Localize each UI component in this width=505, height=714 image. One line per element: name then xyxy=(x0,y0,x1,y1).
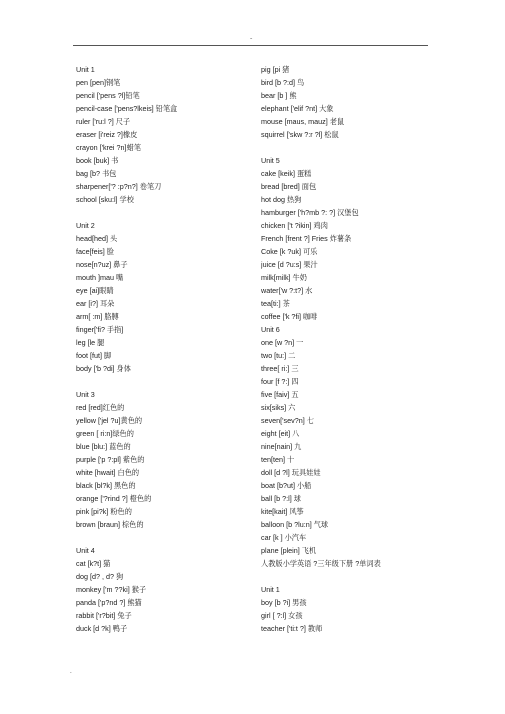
vocab-entry: mouth ]mau 嘴 xyxy=(76,273,124,282)
vocab-entry: leg [le 腿 xyxy=(76,338,105,347)
vocab-entry: rabbit ['r?bit] 兔子 xyxy=(76,611,132,620)
vocab-entry: juice [d ?u:s] 果汁 xyxy=(261,260,318,269)
vocab-entry: crayon ['krei ?n]蜡笔 xyxy=(76,143,141,152)
vocab-entry: eraser [i'reiz ?]橡皮 xyxy=(76,130,138,139)
vocab-entry: pencil-case ['pens?lkeis] 铅笔盒 xyxy=(76,104,178,113)
header-mark: - xyxy=(250,34,253,42)
vocab-entry: school [sku:l] 学校 xyxy=(76,195,134,204)
unit-heading: Unit 1 xyxy=(76,65,95,74)
vocab-entry: bear [b ] 熊 xyxy=(261,91,297,100)
line-spacer xyxy=(261,570,439,583)
vocab-entry: mouse [maus, mauz] 老鼠 xyxy=(261,117,345,126)
vocab-entry: six[siks] 六 xyxy=(261,403,296,412)
vocab-entry: arm[ :m] 胳膊 xyxy=(76,312,119,321)
vocab-entry: three[ ri:] 三 xyxy=(261,364,299,373)
vocab-entry: eye [ai]眼睛 xyxy=(76,286,114,295)
vocab-entry: orange ['?rind ?] 橙色的 xyxy=(76,494,152,503)
vocab-entry: five [faiv] 五 xyxy=(261,390,299,399)
vocab-entry: finger['fi? 手指] xyxy=(76,325,124,334)
line-spacer xyxy=(76,375,254,388)
vocab-entry: brown [braun] 棕色的 xyxy=(76,520,144,529)
vocab-entry: balloon [b ?lu:n] 气球 xyxy=(261,520,329,529)
vocab-entry: girl [ ?:l] 女孩 xyxy=(261,611,303,620)
vocab-entry: eight [eit] 八 xyxy=(261,429,300,438)
vocab-entry: book [buk] 书 xyxy=(76,156,119,165)
vocab-entry: tea[ti:] 茶 xyxy=(261,299,290,308)
vocab-entry: monkey ['m ??ki] 猴子 xyxy=(76,585,147,594)
vocab-entry: bag [b? 书包 xyxy=(76,169,117,178)
vocab-entry: ear [i?] 耳朵 xyxy=(76,299,115,308)
vocab-entry: seven['sev?n] 七 xyxy=(261,416,314,425)
vocab-entry: doll [d ?l] 玩具娃娃 xyxy=(261,468,321,477)
vocab-entry: sharpener['? :p?n?] 卷笔刀 xyxy=(76,182,162,191)
right-column xyxy=(261,63,439,635)
vocab-entry: ruler ['ru:l ?] 尺子 xyxy=(76,117,131,126)
unit-heading: Unit 1 xyxy=(261,585,280,594)
vocab-entry: hot dog 热狗 xyxy=(261,195,302,204)
line-spacer xyxy=(261,141,439,154)
vocab-entry: hamburger ['h?mb ?: ?] 汉堡包 xyxy=(261,208,359,217)
vocab-entry: one [w ?n] 一 xyxy=(261,338,304,347)
vocab-entry: ten[ten] 十 xyxy=(261,455,295,464)
vocab-entry: chicken ['t ?ikin] 鸡肉 xyxy=(261,221,328,230)
vocab-entry: teacher ['ti:t ?] 教师 xyxy=(261,624,323,633)
vocab-entry: pen [pen]钢笔 xyxy=(76,78,121,87)
vocab-entry: pig [pi 猪 xyxy=(261,65,290,74)
vocab-entry: purple ['p ?:pl] 紫色的 xyxy=(76,455,145,464)
vocab-entry: elephant ['elif ?nt] 大象 xyxy=(261,104,334,113)
vocab-entry: nose[n?uz] 鼻子 xyxy=(76,260,128,269)
vocab-entry: nine[nain] 九 xyxy=(261,442,302,451)
vocab-entry: red [red]红色的 xyxy=(76,403,125,412)
vocab-entry: head[hed] 头 xyxy=(76,234,118,243)
vocab-entry: pink [pi?k] 粉色的 xyxy=(76,507,132,516)
vocab-entry: Coke [k ?uk] 可乐 xyxy=(261,247,318,256)
vocab-entry: white [hwait] 白色的 xyxy=(76,468,140,477)
vocab-entry: black [bl?k] 黑色的 xyxy=(76,481,136,490)
vocab-entry: yellow ['jel ?u]黄色的 xyxy=(76,416,143,425)
line-spacer xyxy=(76,531,254,544)
vocab-entry: bird [b ?:d] 鸟 xyxy=(261,78,305,87)
line-spacer xyxy=(76,206,254,219)
vocab-entry: cake [keik] 蛋糕 xyxy=(261,169,312,178)
vocab-entry: dog [d? , d? 狗 xyxy=(76,572,124,581)
unit-heading: Unit 3 xyxy=(76,390,95,399)
vocab-entry: bread [bred] 面包 xyxy=(261,182,317,191)
vocab-entry: four [f ?:] 四 xyxy=(261,377,299,386)
vocab-entry: duck [d ?k] 鸭子 xyxy=(76,624,128,633)
vocab-entry: car [k ] 小汽车 xyxy=(261,533,307,542)
vocab-entry: ball [b ?:l] 球 xyxy=(261,494,301,503)
vocab-entry: plane [plein] 飞机 xyxy=(261,546,317,555)
vocab-entry: foot [fut] 脚 xyxy=(76,351,112,360)
vocab-entry: kite[kait] 风筝 xyxy=(261,507,304,516)
unit-heading: Unit 5 xyxy=(261,156,280,165)
header-rule xyxy=(73,45,428,46)
vocab-entry: French [frent ?] Fries 炸薯条 xyxy=(261,234,352,243)
vocab-entry: boat [b?ut] 小船 xyxy=(261,481,312,490)
vocab-entry: body ['b ?di] 身体 xyxy=(76,364,131,373)
vocab-entry: squirrel ['skw ?:r ?l] 松鼠 xyxy=(261,130,339,139)
vocab-entry: water['w ?:t?] 水 xyxy=(261,286,313,295)
vocab-entry: two [tu:] 二 xyxy=(261,351,296,360)
footer-mark: . xyxy=(70,667,72,675)
unit-heading: Unit 6 xyxy=(261,325,280,334)
unit-heading: Unit 2 xyxy=(76,221,95,230)
vocab-entry: blue [blu:] 蓝色的 xyxy=(76,442,131,451)
vocab-entry: coffee ['k ?fi] 咖啡 xyxy=(261,312,318,321)
vocab-entry: cat [k?t] 猫 xyxy=(76,559,111,568)
vocab-entry: face[feis] 脸 xyxy=(76,247,114,256)
left-column xyxy=(76,63,254,635)
vocab-entry: boy [b ?i] 男孩 xyxy=(261,598,307,607)
vocab-entry: milk[milk] 牛奶 xyxy=(261,273,307,282)
vocab-entry: pencil ['pens ?l]铅笔 xyxy=(76,91,140,100)
vocab-entry: 人教版小学英语 ?三年级下册 ?单词表 xyxy=(261,559,381,568)
vocab-entry: green [ ri:n]绿色的 xyxy=(76,429,134,438)
vocab-entry: panda ['p?nd ?] 熊猫 xyxy=(76,598,142,607)
unit-heading: Unit 4 xyxy=(76,546,95,555)
